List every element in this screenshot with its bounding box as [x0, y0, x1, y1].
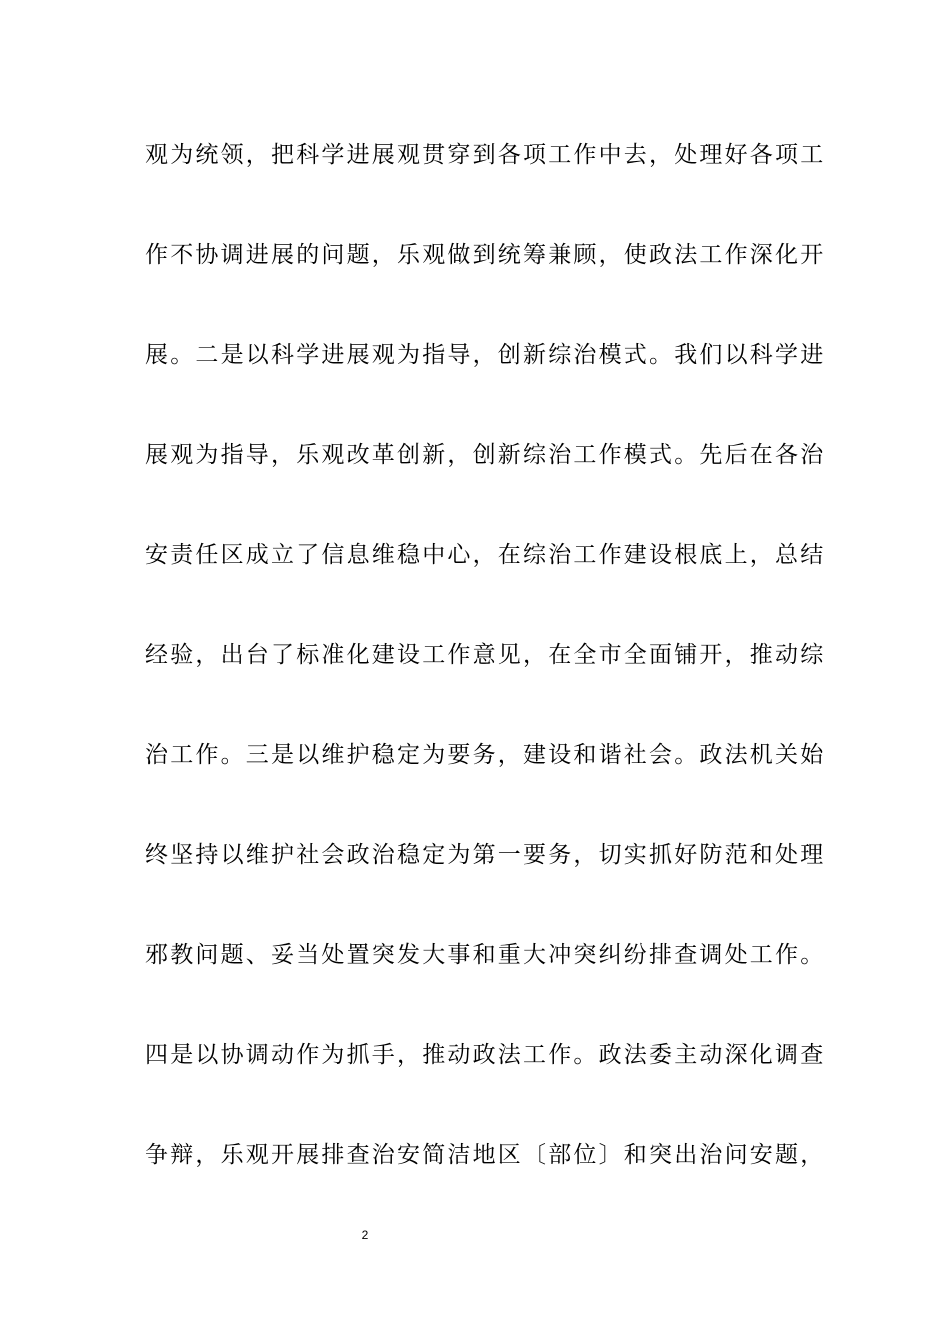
text-line: 安责任区成立了信息维稳中心，在综治工作建设根底上，总结: [145, 542, 826, 568]
text-line: 终坚持以维护社会政治稳定为第一要务，切实抓好防范和处理: [145, 842, 826, 868]
text-line: 争辩，乐观开展排查治安简洁地区〔部位〕和突出治问安题，: [145, 1142, 826, 1168]
text-line: 展。二是以科学进展观为指导，创新综治模式。我们以科学进: [145, 342, 826, 368]
text-line: 展观为指导，乐观改革创新，创新综治工作模式。先后在各治: [145, 442, 826, 468]
body-text: [145, 130, 826, 1230]
text-line: 邪教问题、妥当处置突发大事和重大冲突纠纷排查调处工作。: [145, 942, 826, 968]
page-number: 2: [361, 1228, 369, 1242]
text-line: 治工作。三是以维护稳定为要务，建设和谐社会。政法机关始: [145, 742, 826, 768]
text-line: 观为统领，把科学进展观贯穿到各项工作中去，处理好各项工: [145, 142, 826, 168]
text-line: 四是以协调动作为抓手，推动政法工作。政法委主动深化调查: [145, 1042, 826, 1068]
text-line: 作不协调进展的问题，乐观做到统筹兼顾，使政法工作深化开: [145, 242, 826, 268]
text-line: 经验，出台了标准化建设工作意见，在全市全面铺开，推动综: [145, 642, 826, 668]
